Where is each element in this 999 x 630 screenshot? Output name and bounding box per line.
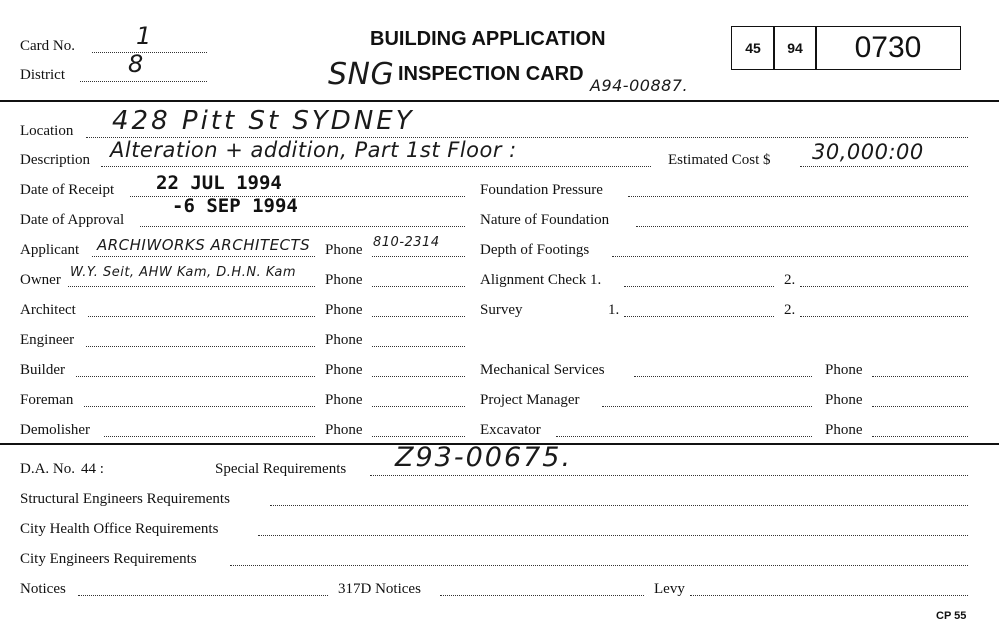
city-health-label: City Health Office Requirements xyxy=(20,521,219,537)
foreman-phone-line xyxy=(372,406,465,407)
owner-phone-line xyxy=(372,286,465,287)
mechanical-label: Mechanical Services xyxy=(480,362,605,378)
date-receipt-stamp: 22 JUL 1994 xyxy=(156,172,282,194)
owner-value: W.Y. Seit, AHW Kam, D.H.N. Kam xyxy=(70,265,297,280)
excavator-line xyxy=(556,436,812,437)
form-title-line2: INSPECTION CARD xyxy=(398,63,584,85)
mechanical-line xyxy=(634,376,812,377)
applicant-phone-label: Phone xyxy=(325,242,363,258)
architect-phone-line xyxy=(372,316,465,317)
engineer-line xyxy=(86,346,315,347)
description-value: Alteration + addition, Part 1st Floor : xyxy=(110,138,517,162)
levy-label: Levy xyxy=(654,581,685,597)
project-manager-phone-label: Phone xyxy=(825,392,863,408)
form-title-line1: BUILDING APPLICATION xyxy=(370,28,606,50)
city-engineers-label: City Engineers Requirements xyxy=(20,551,197,567)
project-manager-phone-line xyxy=(872,406,968,407)
mechanical-phone-label: Phone xyxy=(825,362,863,378)
date-approval-stamp: -6 SEP 1994 xyxy=(172,195,298,217)
alignment-check-line-2 xyxy=(800,286,968,287)
notices-line xyxy=(78,595,328,596)
estimated-cost-value: 30,000:00 xyxy=(812,140,924,164)
ref-box-b xyxy=(773,26,817,70)
notices-317d-label: 317D Notices xyxy=(338,581,421,597)
location-value: 428 Pitt St SYDNEY xyxy=(112,106,415,136)
district-line xyxy=(80,81,207,82)
foundation-pressure-line xyxy=(628,196,968,197)
date-receipt-label: Date of Receipt xyxy=(20,182,115,198)
excavator-label: Excavator xyxy=(480,422,541,438)
card-no-label: Card No. xyxy=(20,38,75,54)
structural-engineers-line xyxy=(270,505,968,506)
builder-phone-label: Phone xyxy=(325,362,363,378)
depth-footings-line xyxy=(612,256,968,257)
form-code: CP 55 xyxy=(936,610,967,622)
foreman-label: Foreman xyxy=(20,392,74,408)
applicant-label: Applicant xyxy=(20,242,80,258)
builder-label: Builder xyxy=(20,362,65,378)
levy-line xyxy=(690,595,968,596)
ref-box-a-text: 45 xyxy=(745,40,761,56)
survey-line-2 xyxy=(800,316,968,317)
applicant-phone-value: 810-2314 xyxy=(373,235,440,250)
excavator-phone-label: Phone xyxy=(825,422,863,438)
estimated-cost-label: Estimated Cost $ xyxy=(668,152,771,168)
da-no-label: D.A. No. xyxy=(20,461,75,477)
city-engineers-line xyxy=(230,565,968,566)
notices-label: Notices xyxy=(20,581,66,597)
da-no-value: 44 : xyxy=(81,461,104,477)
demolisher-label: Demolisher xyxy=(20,422,90,438)
engineer-label: Engineer xyxy=(20,332,75,348)
demolisher-phone-line xyxy=(372,436,465,437)
builder-line xyxy=(76,376,315,377)
header-rule xyxy=(0,100,999,102)
demolisher-line xyxy=(104,436,315,437)
ref-box-b-text: 94 xyxy=(787,40,803,56)
nature-foundation-line xyxy=(636,226,968,227)
survey-num-1: 1. xyxy=(608,302,620,318)
city-health-line xyxy=(258,535,968,536)
applicant-line xyxy=(92,256,315,257)
special-requirements-label: Special Requirements xyxy=(215,461,347,477)
district-value: 8 xyxy=(128,50,144,78)
engineer-phone-line xyxy=(372,346,465,347)
ref-box-c-text: 0730 xyxy=(854,31,922,64)
mechanical-phone-line xyxy=(872,376,968,377)
alignment-check-line-1 xyxy=(624,286,774,287)
special-requirements-value: Z93-00675. xyxy=(395,442,573,473)
handwritten-initials: SNG xyxy=(328,57,395,92)
structural-engineers-label: Structural Engineers Requirements xyxy=(20,491,230,507)
special-requirements-line xyxy=(370,475,968,476)
architect-line xyxy=(88,316,315,317)
foundation-pressure-label: Foundation Pressure xyxy=(480,182,603,198)
engineer-phone-label: Phone xyxy=(325,332,363,348)
architect-phone-label: Phone xyxy=(325,302,363,318)
nature-foundation-label: Nature of Foundation xyxy=(480,212,610,228)
card-no-value: 1 xyxy=(136,22,152,50)
survey-line-1 xyxy=(624,316,774,317)
owner-phone-label: Phone xyxy=(325,272,363,288)
description-line xyxy=(101,166,651,167)
owner-label: Owner xyxy=(20,272,61,288)
location-label: Location xyxy=(20,123,74,139)
description-label: Description xyxy=(20,152,90,168)
ref-box-c xyxy=(815,26,961,70)
excavator-phone-line xyxy=(872,436,968,437)
builder-phone-line xyxy=(372,376,465,377)
alignment-check-label: Alignment Check 1. xyxy=(480,272,602,288)
handwritten-reference: A94-00887. xyxy=(590,76,689,95)
district-label: District xyxy=(20,67,65,83)
applicant-value: ARCHIWORKS ARCHITECTS xyxy=(97,236,311,254)
alignment-check-num-2: 2. xyxy=(784,272,796,288)
date-approval-label: Date of Approval xyxy=(20,212,125,228)
notices-317d-line xyxy=(440,595,644,596)
survey-num-2: 2. xyxy=(784,302,796,318)
depth-footings-label: Depth of Footings xyxy=(480,242,590,258)
project-manager-line xyxy=(602,406,812,407)
architect-label: Architect xyxy=(20,302,76,318)
card-no-line xyxy=(92,52,207,53)
project-manager-label: Project Manager xyxy=(480,392,580,408)
applicant-phone-line xyxy=(372,256,465,257)
foreman-phone-label: Phone xyxy=(325,392,363,408)
demolisher-phone-label: Phone xyxy=(325,422,363,438)
date-approval-line xyxy=(140,226,465,227)
estimated-cost-line xyxy=(800,166,968,167)
survey-label: Survey xyxy=(480,302,523,318)
ref-box-a xyxy=(731,26,775,70)
owner-line xyxy=(68,286,315,287)
foreman-line xyxy=(84,406,315,407)
